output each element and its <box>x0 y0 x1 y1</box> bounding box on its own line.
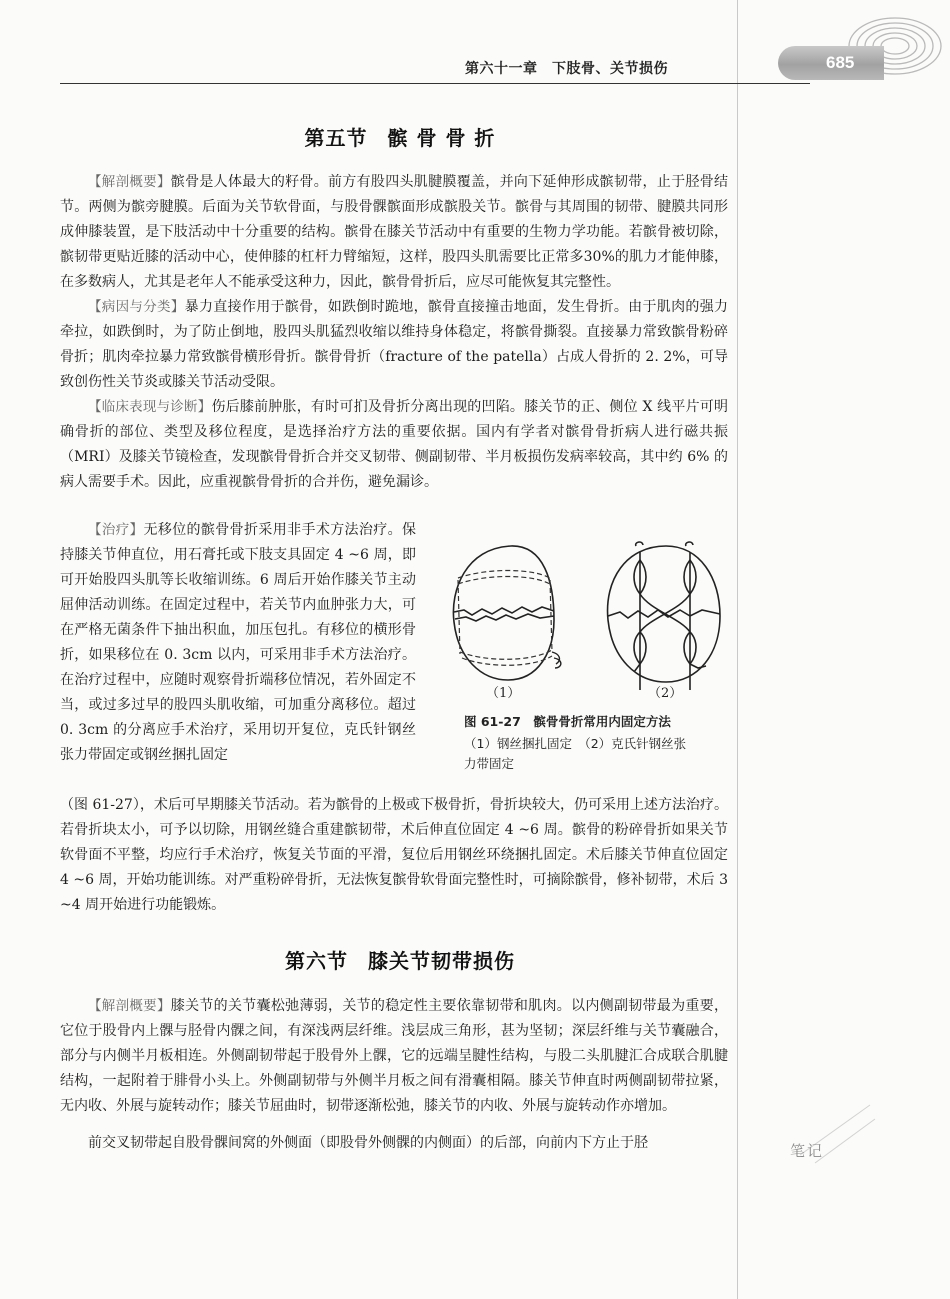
paragraph-text: 伤后膝前肿胀，有时可扪及骨折分离出现的凹陷。膝关节的正、侧位 X 线平片可明确骨折的部位、类型及移位程度，是选择治疗方法的重要依据。国内有学者对髌骨骨折病人进行磁共振（MRI）及膝关节镜检查，发现髌骨骨折合并交叉韧带、侧副韧带、半月板损伤发病率较高，其中约 6% 的病人需要手术。因此，应重视髌骨骨折的合并伤，避免漏诊。 <box>60 399 729 490</box>
header-rule <box>60 83 810 84</box>
paragraph-tag: 【病因与分类】 <box>88 299 185 315</box>
section-title-knee-ligament <box>60 945 740 974</box>
paragraph-treatment <box>60 518 416 768</box>
figure-caption-title: 图 61-27 髌骨骨折常用内固定方法 <box>464 714 671 729</box>
section-name: 髌 骨 骨 折 <box>387 126 496 150</box>
section-name: 膝关节韧带损伤 <box>368 949 515 973</box>
paragraph-diagnosis <box>60 395 728 495</box>
paragraph-text: 无移位的髌骨骨折采用非手术方法治疗。保持膝关节伸直位，用石膏托或下肢支具固定 4 ~6 周，即可开始股四头肌等长收缩训练。6 周后开始作膝关节主动屈伸活动训练。在固定过程中，若关节内血肿张力大，可在严格无菌条件下抽出积血，加压包扎。有移位的横形骨折，如果移位在 0. 3cm 以内，可采用非手术方法治疗。在治疗过程中，应随时观察骨折端移位情况，若外固定不当，或过多过早的股四头肌收缩，可加重分离移位。超过 0. 3cm 的分离应手术治疗，采用切开复位，克氏针钢丝张力带固定或钢丝捆扎固定 <box>60 522 417 763</box>
section-number: 第五节 <box>304 126 368 150</box>
paragraph-treatment-continued: （图 61-27），术后可早期膝关节活动。若为髌骨的上极或下极骨折，骨折块较大，仍可采用上述方法治疗。若骨折块太小，可予以切除，用钢丝缝合重建髌韧带，术后伸直位固定 4 ~6 周。髌骨的粉碎骨折如果关节软骨面不平整，均应行手术治疗，恢复关节面的平滑，复位后用钢丝环绕捆扎固定。术后膝关节伸直位固定 4 ~6 周，开始功能训练。对严重粉碎骨折，无法恢复髌骨软骨面完整性时，可摘除髌骨，修补韧带，术后 3 ~4 周开始进行功能锻炼。 <box>60 797 728 913</box>
section-title-patella-fracture <box>60 122 740 151</box>
figure-label-2: （2） <box>648 686 683 701</box>
page-number: 685 <box>826 53 855 72</box>
notes-lines-decoration <box>760 1095 880 1175</box>
chapter-title: 第六十一章 下肢骨、关节损伤 <box>465 61 668 77</box>
paragraph-tag: 【临床表现与诊断】 <box>88 399 212 415</box>
figure-label-1: （1） <box>486 686 521 701</box>
paragraph-etiology <box>60 295 728 395</box>
paragraph-text: 暴力直接作用于髌骨，如跌倒时跪地，髌骨直接撞击地面，发生骨折。由于肌肉的强力牵拉，如跌倒时，为了防止倒地，股四头肌猛烈收缩以维持身体稳定，将髌骨撕裂。直接暴力常致髌骨粉碎骨折；肌肉牵拉暴力常致髌骨横形骨折。髌骨骨折（fracture of the patella）占成人骨折的 2. 2%，可导致创伤性关节炎或膝关节活动受限。 <box>60 299 729 390</box>
paragraph-tag: 【解剖概要】 <box>88 174 171 190</box>
figure-caption-line: （1）钢丝捆扎固定 （2）克氏针钢丝张 <box>464 736 687 751</box>
patella-fixation-illustration <box>436 540 741 715</box>
paragraph-tag: 【治疗】 <box>88 522 144 538</box>
paragraph-acl: 前交叉韧带起自股骨髁间窝的外侧面（即股骨外侧髁的内侧面）的后部，向前内下方止于胫 <box>88 1135 648 1151</box>
paragraph-tag: 【解剖概要】 <box>88 998 171 1014</box>
paragraph-text: 髌骨是人体最大的籽骨。前方有股四头肌腱膜覆盖，并向下延伸形成髌韧带，止于胫骨结节。两侧为髌旁腱膜。后面为关节软骨面，与股骨髁髌面形成髌股关节。髌骨与其周围的韧带、腱膜共同形成伸膝装置，是下肢活动中十分重要的结构。髌骨在膝关节活动中有重要的生物力学功能。若髌骨被切除，髌韧带更贴近膝的活动中心，使伸膝的杠杆力臂缩短，这样，股四头肌需要比正常多30%的肌力才能伸膝，在多数病人，尤其是老年人不能承受这种力，因此，髌骨骨折后，应尽可能恢复其完整性。 <box>60 174 729 290</box>
section5-intro-text <box>60 170 728 495</box>
notes-label: 笔记 <box>790 1142 825 1160</box>
treatment-continued-text <box>60 793 728 918</box>
section6-text <box>60 994 728 1156</box>
section-number: 第六节 <box>285 949 348 973</box>
paragraph-text: 膝关节的关节囊松弛薄弱，关节的稳定性主要依靠韧带和肌肉。以内侧副韧带最为重要，它位于股骨内上髁与胫骨内髁之间，有深浅两层纤维。浅层成三角形，甚为坚韧；深层纤维与关节囊融合，部分与内侧半月板相连。外侧副韧带起于股骨外上髁，它的远端呈腱性结构，与股二头肌腱汇合成联合肌腱结构，一起附着于腓骨小头上。外侧副韧带与外侧半月板之间有滑囊相隔。膝关节伸直时两侧副韧带拉紧，无内收、外展与旋转动作；膝关节屈曲时，韧带逐渐松弛，膝关节的内收、外展与旋转动作亦增加。 <box>60 998 729 1114</box>
treatment-text-column <box>60 518 416 768</box>
paragraph-anatomy <box>60 994 728 1119</box>
figure-caption-line: 力带固定 <box>464 756 515 771</box>
paragraph-anatomy <box>60 170 728 295</box>
